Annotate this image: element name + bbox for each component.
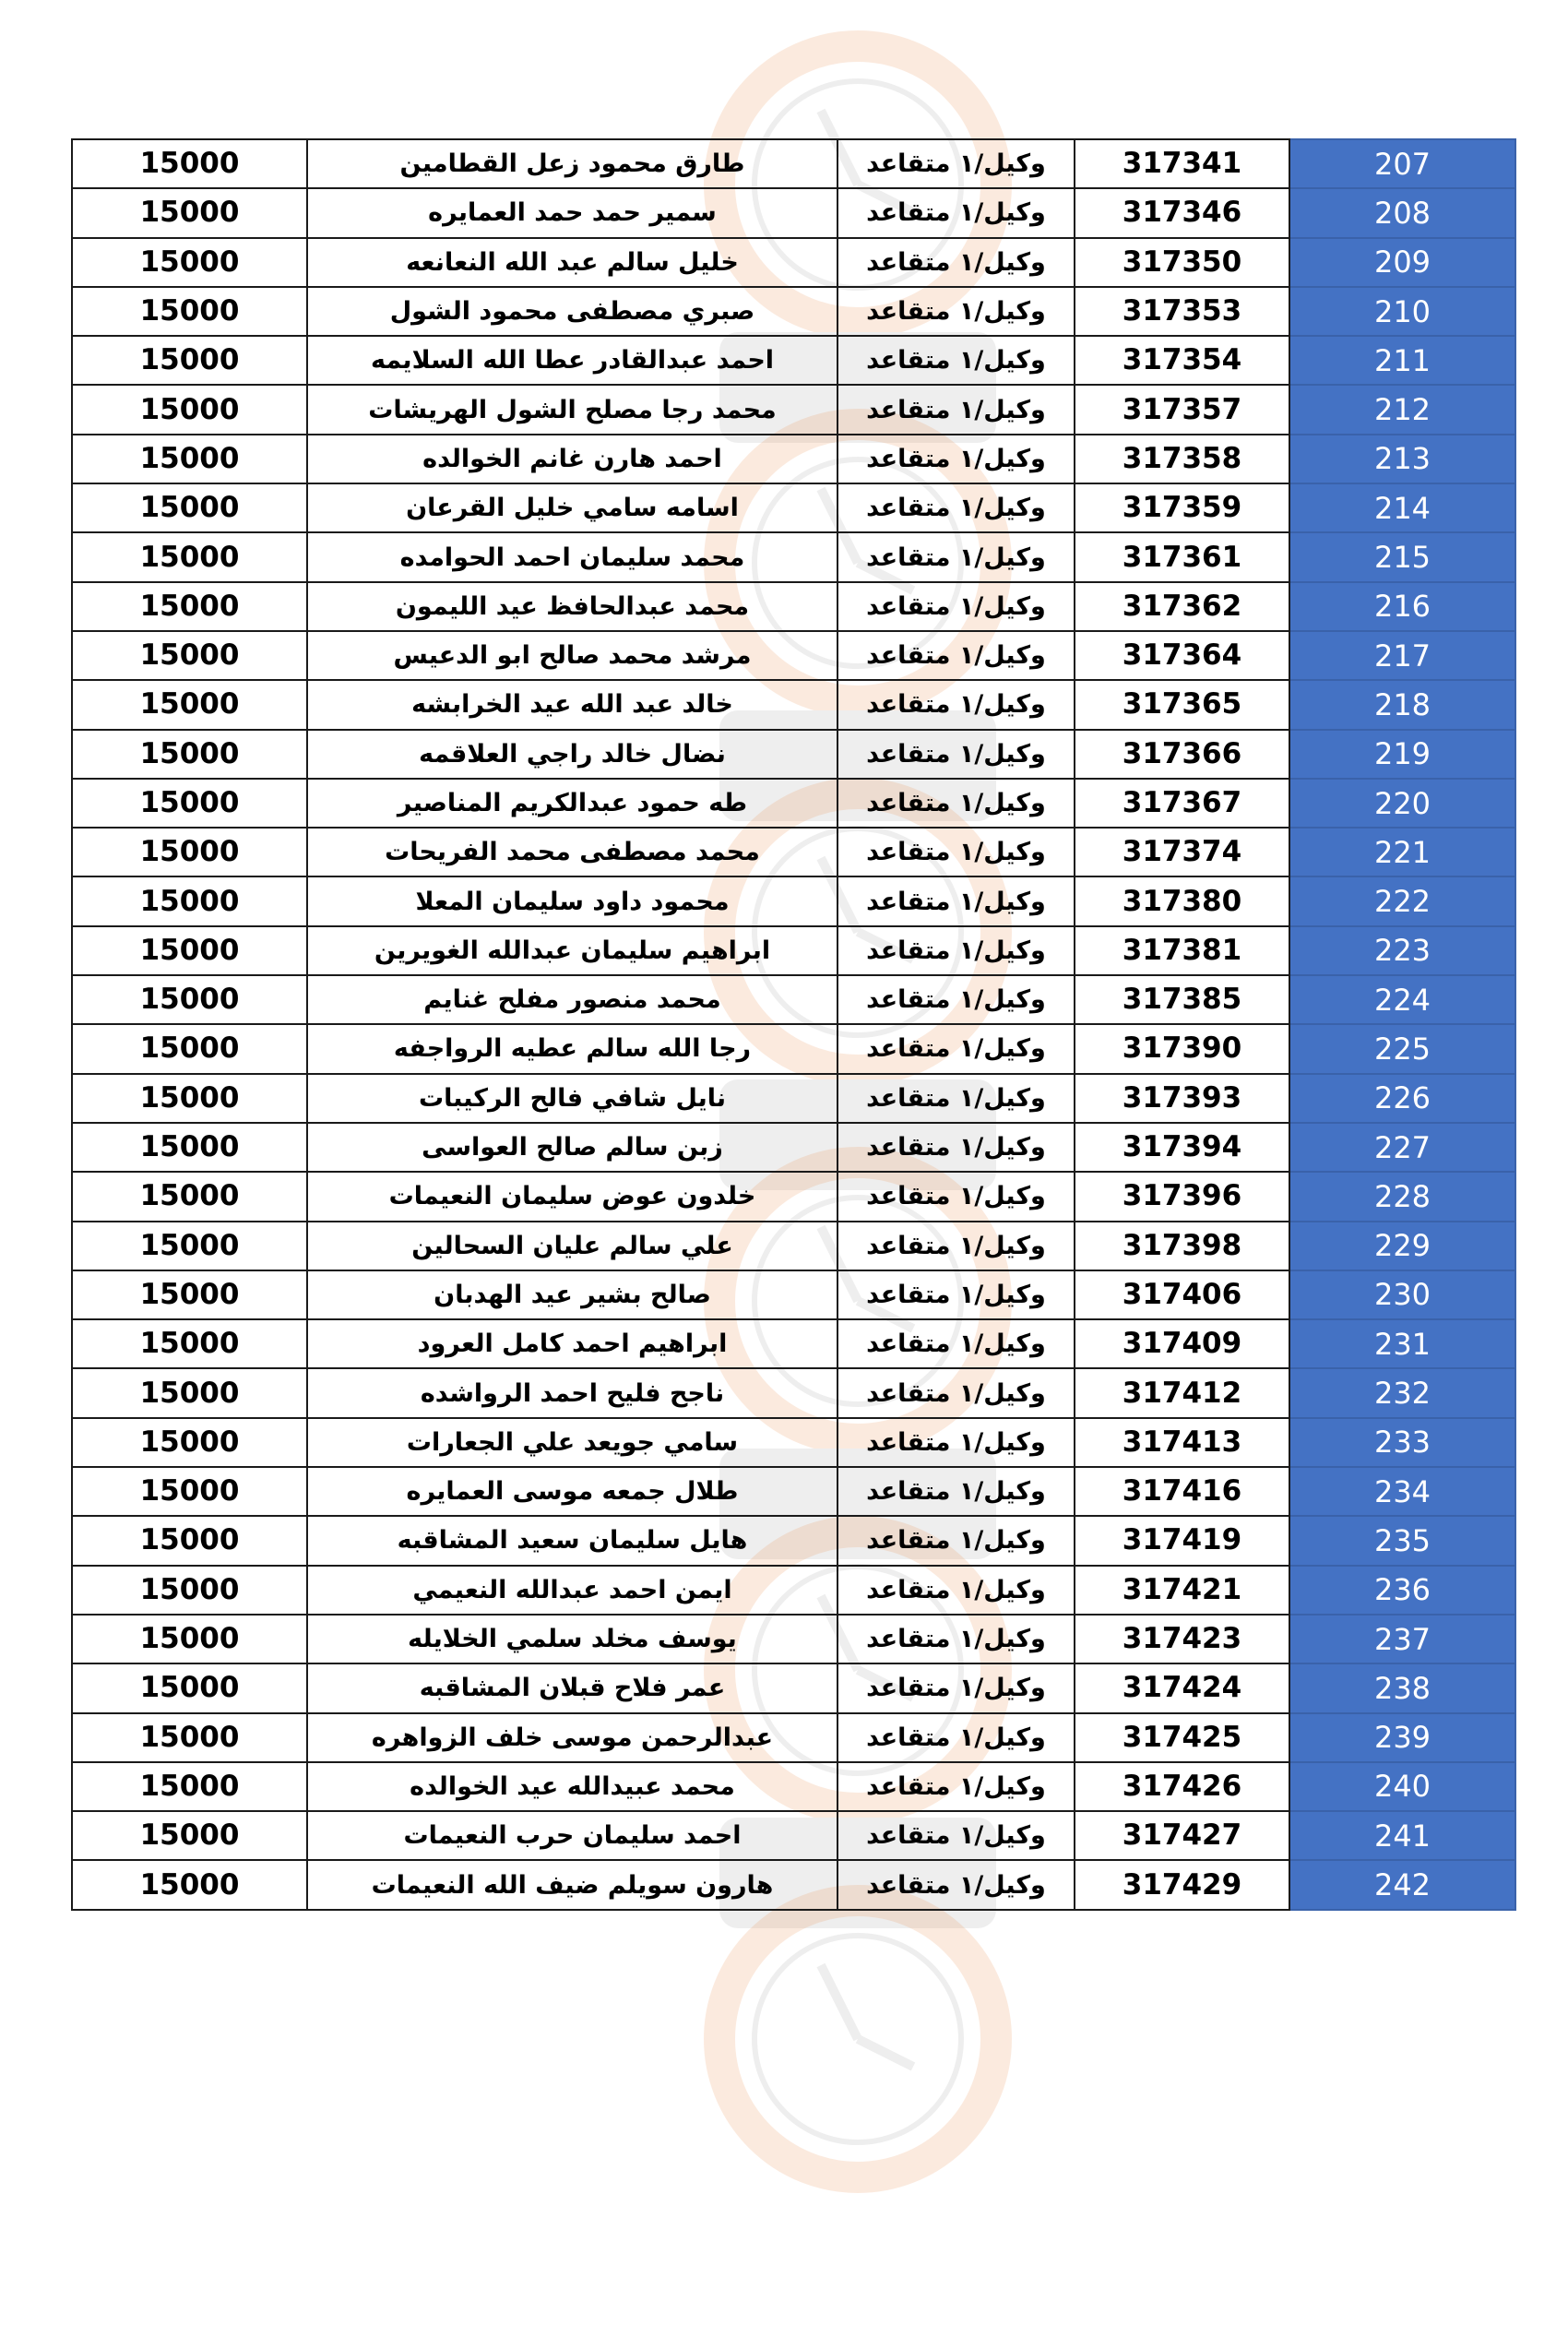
- table-row: [72, 1663, 1515, 1712]
- amount-cell: 15000: [72, 730, 307, 779]
- rank-cell: وكيل/١ متقاعد: [837, 1566, 1075, 1615]
- name-cell: محمد مصطفى محمد الفريحات: [307, 828, 837, 876]
- rank-cell: وكيل/١ متقاعد: [837, 1615, 1075, 1663]
- sequence-number-cell: 222: [1289, 876, 1515, 925]
- rank-cell: وكيل/١ متقاعد: [837, 1172, 1075, 1221]
- rank-cell: وكيل/١ متقاعد: [837, 1074, 1075, 1123]
- sequence-number-cell: 231: [1289, 1319, 1515, 1368]
- sequence-number-cell: 212: [1289, 385, 1515, 434]
- table-row: [72, 532, 1515, 581]
- table-row: [72, 828, 1515, 876]
- sequence-number-cell: 208: [1289, 188, 1515, 237]
- table-row: [72, 876, 1515, 925]
- table-row: [72, 336, 1515, 385]
- table-row: [72, 1516, 1515, 1565]
- name-cell: سامي جويعد علي الجعارات: [307, 1418, 837, 1467]
- sequence-number-cell: 216: [1289, 582, 1515, 631]
- table-row: [72, 1811, 1515, 1860]
- records-table: [71, 138, 1516, 1911]
- amount-cell: 15000: [72, 926, 307, 975]
- sequence-number-cell: 221: [1289, 828, 1515, 876]
- amount-cell: 15000: [72, 631, 307, 680]
- name-cell: خليل سالم عبد الله النعانعه: [307, 238, 837, 287]
- rank-cell: وكيل/١ متقاعد: [837, 926, 1075, 975]
- amount-cell: 15000: [72, 336, 307, 385]
- table-row: [72, 287, 1515, 336]
- amount-cell: 15000: [72, 139, 307, 188]
- rank-cell: وكيل/١ متقاعد: [837, 582, 1075, 631]
- rank-cell: وكيل/١ متقاعد: [837, 1418, 1075, 1467]
- table-row: [72, 975, 1515, 1024]
- table-row: [72, 631, 1515, 680]
- amount-cell: 15000: [72, 1270, 307, 1319]
- rank-cell: وكيل/١ متقاعد: [837, 779, 1075, 828]
- sequence-number-cell: 233: [1289, 1418, 1515, 1467]
- name-cell: اسامه سامي خليل القرعان: [307, 483, 837, 532]
- sequence-number-cell: 218: [1289, 680, 1515, 729]
- table-row: [72, 1368, 1515, 1417]
- table-row: [72, 779, 1515, 828]
- rank-cell: وكيل/١ متقاعد: [837, 287, 1075, 336]
- sequence-number-cell: 224: [1289, 975, 1515, 1024]
- amount-cell: 15000: [72, 385, 307, 434]
- sequence-number-cell: 214: [1289, 483, 1515, 532]
- sequence-number-cell: 226: [1289, 1074, 1515, 1123]
- rank-cell: وكيل/١ متقاعد: [837, 1663, 1075, 1712]
- sequence-number-cell: 213: [1289, 435, 1515, 483]
- table-row: [72, 1270, 1515, 1319]
- name-cell: خلدون عوض سليمان النعيمات: [307, 1172, 837, 1221]
- amount-cell: 15000: [72, 435, 307, 483]
- table-row: [72, 188, 1515, 237]
- amount-cell: 15000: [72, 1713, 307, 1762]
- id-number-cell: 317350: [1075, 238, 1289, 287]
- id-number-cell: 317346: [1075, 188, 1289, 237]
- name-cell: نايل شافي فالح الركيبات: [307, 1074, 837, 1123]
- amount-cell: 15000: [72, 582, 307, 631]
- id-number-cell: 317341: [1075, 139, 1289, 188]
- id-number-cell: 317425: [1075, 1713, 1289, 1762]
- sequence-number-cell: 237: [1289, 1615, 1515, 1663]
- id-number-cell: 317381: [1075, 926, 1289, 975]
- rank-cell: وكيل/١ متقاعد: [837, 1270, 1075, 1319]
- amount-cell: 15000: [72, 1516, 307, 1565]
- rank-cell: وكيل/١ متقاعد: [837, 1319, 1075, 1368]
- id-number-cell: 317396: [1075, 1172, 1289, 1221]
- name-cell: طلال جمعه موسى العمايره: [307, 1467, 837, 1516]
- amount-cell: 15000: [72, 1319, 307, 1368]
- id-number-cell: 317390: [1075, 1024, 1289, 1073]
- amount-cell: 15000: [72, 1368, 307, 1417]
- sequence-number-cell: 225: [1289, 1024, 1515, 1073]
- table-row: [72, 926, 1515, 975]
- rank-cell: وكيل/١ متقاعد: [837, 631, 1075, 680]
- id-number-cell: 317380: [1075, 876, 1289, 925]
- amount-cell: 15000: [72, 1566, 307, 1615]
- name-cell: محمد عبيدالله عيد الخوالده: [307, 1762, 837, 1811]
- amount-cell: 15000: [72, 1418, 307, 1467]
- rank-cell: وكيل/١ متقاعد: [837, 385, 1075, 434]
- amount-cell: 15000: [72, 483, 307, 532]
- sequence-number-cell: 240: [1289, 1762, 1515, 1811]
- name-cell: يوسف مخلد سلمي الخلايله: [307, 1615, 837, 1663]
- id-number-cell: 317385: [1075, 975, 1289, 1024]
- sequence-number-cell: 232: [1289, 1368, 1515, 1417]
- rank-cell: وكيل/١ متقاعد: [837, 1860, 1075, 1909]
- sequence-number-cell: 241: [1289, 1811, 1515, 1860]
- rank-cell: وكيل/١ متقاعد: [837, 1516, 1075, 1565]
- table-row: [72, 582, 1515, 631]
- table-row: [72, 730, 1515, 779]
- id-number-cell: 317398: [1075, 1222, 1289, 1270]
- id-number-cell: 317362: [1075, 582, 1289, 631]
- id-number-cell: 317374: [1075, 828, 1289, 876]
- sequence-number-cell: 230: [1289, 1270, 1515, 1319]
- sequence-number-cell: 235: [1289, 1516, 1515, 1565]
- name-cell: محمد عبدالحافظ عيد الليمون: [307, 582, 837, 631]
- id-number-cell: 317419: [1075, 1516, 1289, 1565]
- amount-cell: 15000: [72, 1467, 307, 1516]
- name-cell: احمد عبدالقادر عطا الله السلايمه: [307, 336, 837, 385]
- sequence-number-cell: 207: [1289, 139, 1515, 188]
- name-cell: ابراهيم احمد كامل العرود: [307, 1319, 837, 1368]
- id-number-cell: 317366: [1075, 730, 1289, 779]
- amount-cell: 15000: [72, 1024, 307, 1073]
- amount-cell: 15000: [72, 532, 307, 581]
- table-row: [72, 1860, 1515, 1909]
- id-number-cell: 317426: [1075, 1762, 1289, 1811]
- table-row: [72, 1222, 1515, 1270]
- rank-cell: وكيل/١ متقاعد: [837, 1713, 1075, 1762]
- amount-cell: 15000: [72, 1762, 307, 1811]
- name-cell: عمر فلاح قبلان المشاقبه: [307, 1663, 837, 1712]
- amount-cell: 15000: [72, 876, 307, 925]
- sequence-number-cell: 228: [1289, 1172, 1515, 1221]
- amount-cell: 15000: [72, 1074, 307, 1123]
- name-cell: صالح بشير عيد الهدبان: [307, 1270, 837, 1319]
- table-row: [72, 1074, 1515, 1123]
- table-row: [72, 1762, 1515, 1811]
- id-number-cell: 317413: [1075, 1418, 1289, 1467]
- id-number-cell: 317365: [1075, 680, 1289, 729]
- rank-cell: وكيل/١ متقاعد: [837, 1222, 1075, 1270]
- id-number-cell: 317358: [1075, 435, 1289, 483]
- sequence-number-cell: 215: [1289, 532, 1515, 581]
- rank-cell: وكيل/١ متقاعد: [837, 336, 1075, 385]
- name-cell: صبري مصطفى محمود الشول: [307, 287, 837, 336]
- rank-cell: وكيل/١ متقاعد: [837, 238, 1075, 287]
- name-cell: خالد عبد الله عيد الخرابشه: [307, 680, 837, 729]
- records-table-body: [72, 139, 1515, 1910]
- amount-cell: 15000: [72, 1811, 307, 1860]
- id-number-cell: 317421: [1075, 1566, 1289, 1615]
- id-number-cell: 317394: [1075, 1123, 1289, 1172]
- name-cell: رجا الله سالم عطيه الرواجفه: [307, 1024, 837, 1073]
- rank-cell: وكيل/١ متقاعد: [837, 680, 1075, 729]
- amount-cell: 15000: [72, 1615, 307, 1663]
- sequence-number-cell: 211: [1289, 336, 1515, 385]
- amount-cell: 15000: [72, 1172, 307, 1221]
- name-cell: نضال خالد راجي العلاقمه: [307, 730, 837, 779]
- table-row: [72, 1024, 1515, 1073]
- rank-cell: وكيل/١ متقاعد: [837, 483, 1075, 532]
- amount-cell: 15000: [72, 680, 307, 729]
- id-number-cell: 317357: [1075, 385, 1289, 434]
- rank-cell: وكيل/١ متقاعد: [837, 975, 1075, 1024]
- name-cell: محمد سليمان احمد الحوامده: [307, 532, 837, 581]
- table-row: [72, 680, 1515, 729]
- table-row: [72, 385, 1515, 434]
- rank-cell: وكيل/١ متقاعد: [837, 730, 1075, 779]
- rank-cell: وكيل/١ متقاعد: [837, 876, 1075, 925]
- id-number-cell: 317423: [1075, 1615, 1289, 1663]
- name-cell: ابراهيم سليمان عبدالله الغويرين: [307, 926, 837, 975]
- name-cell: زبن سالم صالح العواسى: [307, 1123, 837, 1172]
- amount-cell: 15000: [72, 1663, 307, 1712]
- table-row: [72, 139, 1515, 188]
- id-number-cell: 317427: [1075, 1811, 1289, 1860]
- sequence-number-cell: 242: [1289, 1860, 1515, 1909]
- table-row: [72, 1566, 1515, 1615]
- name-cell: عبدالرحمن موسى خلف الزواهره: [307, 1713, 837, 1762]
- name-cell: هايل سليمان سعيد المشاقبه: [307, 1516, 837, 1565]
- table-row: [72, 1713, 1515, 1762]
- sequence-number-cell: 217: [1289, 631, 1515, 680]
- table-row: [72, 435, 1515, 483]
- name-cell: محمد منصور مفلح غنايم: [307, 975, 837, 1024]
- name-cell: احمد سليمان حرب النعيمات: [307, 1811, 837, 1860]
- id-number-cell: 317409: [1075, 1319, 1289, 1368]
- rank-cell: وكيل/١ متقاعد: [837, 1811, 1075, 1860]
- rank-cell: وكيل/١ متقاعد: [837, 139, 1075, 188]
- rank-cell: وكيل/١ متقاعد: [837, 532, 1075, 581]
- id-number-cell: 317361: [1075, 532, 1289, 581]
- name-cell: طارق محمود زعل القطامين: [307, 139, 837, 188]
- amount-cell: 15000: [72, 779, 307, 828]
- table-row: [72, 1319, 1515, 1368]
- rank-cell: وكيل/١ متقاعد: [837, 435, 1075, 483]
- sequence-number-cell: 223: [1289, 926, 1515, 975]
- amount-cell: 15000: [72, 1222, 307, 1270]
- id-number-cell: 317429: [1075, 1860, 1289, 1909]
- rank-cell: وكيل/١ متقاعد: [837, 188, 1075, 237]
- id-number-cell: 317412: [1075, 1368, 1289, 1417]
- sequence-number-cell: 229: [1289, 1222, 1515, 1270]
- amount-cell: 15000: [72, 1123, 307, 1172]
- sequence-number-cell: 236: [1289, 1566, 1515, 1615]
- name-cell: احمد هارن غانم الخوالده: [307, 435, 837, 483]
- sequence-number-cell: 234: [1289, 1467, 1515, 1516]
- table-row: [72, 483, 1515, 532]
- rank-cell: وكيل/١ متقاعد: [837, 828, 1075, 876]
- table-row: [72, 1123, 1515, 1172]
- sequence-number-cell: 227: [1289, 1123, 1515, 1172]
- rank-cell: وكيل/١ متقاعد: [837, 1762, 1075, 1811]
- id-number-cell: 317424: [1075, 1663, 1289, 1712]
- table-row: [72, 238, 1515, 287]
- id-number-cell: 317353: [1075, 287, 1289, 336]
- amount-cell: 15000: [72, 238, 307, 287]
- sequence-number-cell: 210: [1289, 287, 1515, 336]
- name-cell: هارون سويلم ضيف الله النعيمات: [307, 1860, 837, 1909]
- id-number-cell: 317364: [1075, 631, 1289, 680]
- rank-cell: وكيل/١ متقاعد: [837, 1123, 1075, 1172]
- amount-cell: 15000: [72, 828, 307, 876]
- sequence-number-cell: 238: [1289, 1663, 1515, 1712]
- amount-cell: 15000: [72, 1860, 307, 1909]
- name-cell: محمد رجا مصلح الشول الهريشات: [307, 385, 837, 434]
- rank-cell: وكيل/١ متقاعد: [837, 1467, 1075, 1516]
- id-number-cell: 317416: [1075, 1467, 1289, 1516]
- sequence-number-cell: 209: [1289, 238, 1515, 287]
- table-row: [72, 1172, 1515, 1221]
- rank-cell: وكيل/١ متقاعد: [837, 1368, 1075, 1417]
- table-row: [72, 1418, 1515, 1467]
- name-cell: ناجح فليح احمد الرواشده: [307, 1368, 837, 1417]
- name-cell: ايمن احمد عبدالله النعيمي: [307, 1566, 837, 1615]
- id-number-cell: 317359: [1075, 483, 1289, 532]
- table-row: [72, 1615, 1515, 1663]
- amount-cell: 15000: [72, 287, 307, 336]
- name-cell: علي سالم عليان السحالين: [307, 1222, 837, 1270]
- watermark-clock-logo-icon: [636, 1882, 1079, 2325]
- name-cell: طه حمود عبدالكريم المناصير: [307, 779, 837, 828]
- name-cell: محمود داود سليمان المعلا: [307, 876, 837, 925]
- id-number-cell: 317406: [1075, 1270, 1289, 1319]
- table-row: [72, 1467, 1515, 1516]
- rank-cell: وكيل/١ متقاعد: [837, 1024, 1075, 1073]
- id-number-cell: 317354: [1075, 336, 1289, 385]
- name-cell: سمير حمد حمد العمايره: [307, 188, 837, 237]
- amount-cell: 15000: [72, 188, 307, 237]
- sequence-number-cell: 239: [1289, 1713, 1515, 1762]
- id-number-cell: 317393: [1075, 1074, 1289, 1123]
- id-number-cell: 317367: [1075, 779, 1289, 828]
- amount-cell: 15000: [72, 975, 307, 1024]
- sequence-number-cell: 220: [1289, 779, 1515, 828]
- sequence-number-cell: 219: [1289, 730, 1515, 779]
- name-cell: مرشد محمد صالح ابو الدعيس: [307, 631, 837, 680]
